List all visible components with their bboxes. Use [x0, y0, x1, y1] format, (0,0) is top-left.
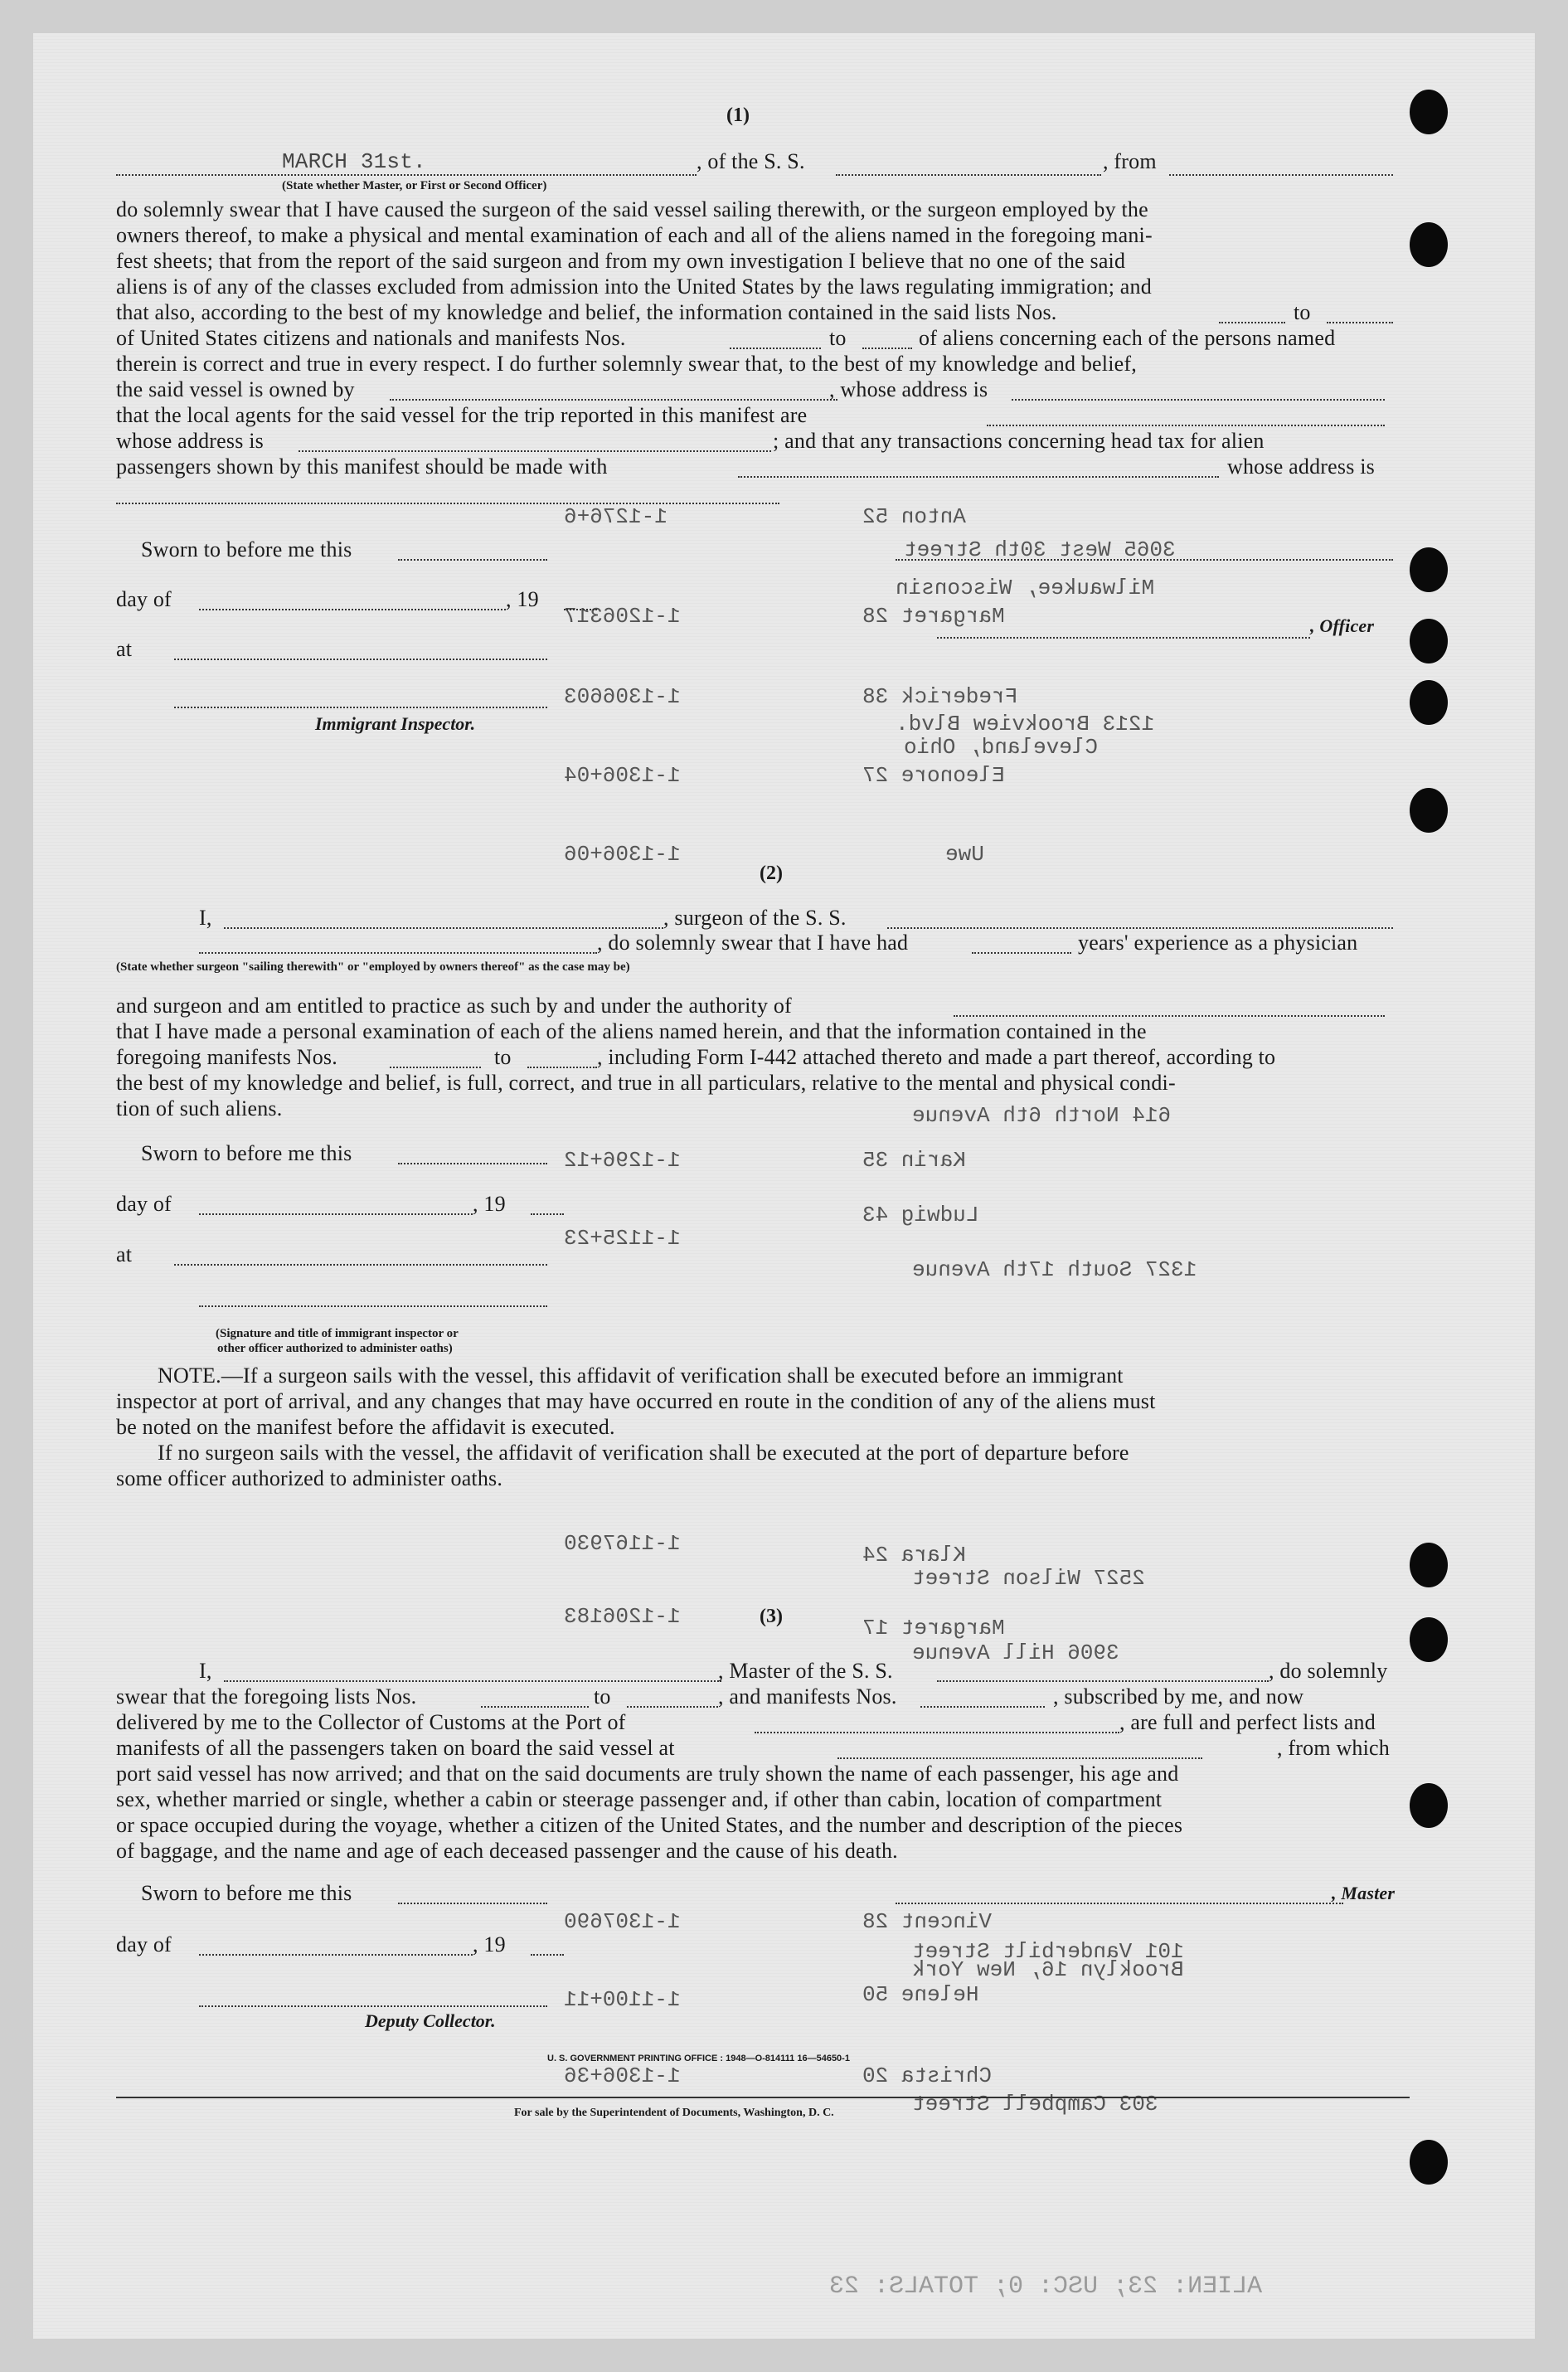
bleed-row: 3906 Hill Avenue: [912, 1640, 1119, 1665]
to-label: to: [1294, 300, 1311, 324]
sig-caption: (Signature and title of immigrant inspector or: [216, 1327, 459, 1340]
blank-manifests-from: [390, 1067, 481, 1068]
blank-master-name: [224, 1680, 721, 1682]
master-sig-label: , Master: [1332, 1883, 1396, 1903]
bleed-row: Helene 50: [862, 1982, 979, 2007]
master-line: of baggage, and the name and age of each deceased passenger and the cause of his death.: [116, 1839, 898, 1863]
rank-caption: (State whether Master, or First or Second Officer): [282, 179, 547, 192]
surgeon-line: foregoing manifests Nos.: [116, 1045, 337, 1069]
oath-line: fest sheets; that from the report of the said surgeon and from my own investigation I believe that no one of the said: [116, 249, 1126, 273]
master-line: or space occupied during the voyage, whether a citizen of the United States, and the number and description of the pieces: [116, 1813, 1183, 1837]
blank-sworn-day: [398, 1903, 547, 1904]
bleed-row: Uwe: [945, 842, 984, 867]
surgeon-line: that I have made a personal examination of each of the aliens named herein, and that the information contained in the: [116, 1019, 1147, 1043]
bleed-row: Karin 35: [862, 1148, 966, 1173]
blank-officer-name: [896, 559, 1393, 561]
master-line: sex, whether married or single, whether a cabin or steerage passenger and, if other than cabin, location of compartment: [116, 1787, 1163, 1811]
bleed-row: Vincent 28: [862, 1909, 993, 1934]
form-text: , including Form I-442 attached thereto and made a part thereof, according to: [597, 1045, 1276, 1069]
year-label: , 19: [473, 1192, 506, 1216]
oath-line: of United States citizens and nationals and manifests Nos.: [116, 326, 626, 350]
bleed-row: Milwaukee, Wisconsin: [896, 576, 1155, 600]
master-line: port said vessel has now arrived; and that on the said documents are truly shown the name of each passenger, his age and: [116, 1762, 1179, 1786]
blank-agents: [987, 425, 1385, 426]
surgeon-caption: (State whether surgeon "sailing therewith" or "employed by owners thereof" as the case may be): [116, 960, 630, 974]
blank-collector-signature: [199, 2005, 547, 2007]
surgeon-line: the best of my knowledge and belief, is full, correct, and true in all particulars, relative to the mental and physical condi-: [116, 1071, 1176, 1095]
sworn-label: Sworn to before me this: [141, 537, 352, 561]
master-line: delivered by me to the Collector of Customs at the Port of: [116, 1710, 626, 1734]
bleed-row: 3065 West 30th Street: [904, 537, 1176, 562]
gpo-imprint: U. S. GOVERNMENT PRINTING OFFICE : 1948—O-814111 16—54650-1: [547, 2054, 850, 2063]
bleed-row: 1-1167930: [564, 1531, 681, 1556]
blank-years: [972, 952, 1071, 954]
surgeon-line: and surgeon and am entitled to practice as such by and under the authority of: [116, 994, 792, 1018]
note-line: inspector at port of arrival, and any changes that may have occurred en route in the condition of any of the aliens must: [116, 1389, 1156, 1413]
section-2-number: (2): [760, 863, 783, 884]
note-line: some officer authorized to administer oaths.: [116, 1466, 503, 1490]
blank-owner-address: [1012, 399, 1385, 401]
blank-day-month: [199, 1213, 473, 1215]
section-1-number: (1): [726, 105, 750, 126]
to-label: to: [594, 1684, 611, 1709]
note-line: NOTE.—If a surgeon sails with the vessel, this affidavit of verification shall be executed before an immigrant: [158, 1363, 1124, 1388]
blank-surgeon-name: [224, 927, 663, 929]
blank-day-month: [199, 609, 506, 610]
day-of-label: day of: [116, 587, 172, 611]
full-perfect: , are full and perfect lists and: [1119, 1710, 1376, 1734]
blank-officer-title: [937, 637, 1310, 639]
bleed-row: 1327 South 17th Avenue: [912, 1257, 1197, 1282]
blank-sworn-day: [398, 1163, 547, 1164]
blank-list-from: [1219, 322, 1285, 323]
bleed-row: 303 Campbell Street: [912, 2092, 1158, 2117]
blank-year: [531, 1954, 564, 1956]
bleed-row: 614 North 6th Avenue: [912, 1103, 1172, 1128]
blank-agent-address: [299, 450, 771, 452]
blank-inspector-signature: [174, 707, 547, 708]
officer-label: , Officer: [1310, 615, 1375, 636]
bleed-row: 1-1100+11: [564, 1987, 681, 2012]
i-label: I,: [199, 906, 212, 930]
bleed-row: 1-1206317: [564, 604, 681, 629]
blank-manifest-from: [730, 348, 821, 349]
bleed-row: 1-1276+6: [564, 504, 667, 529]
whose-address-is: whose address is: [1227, 454, 1375, 479]
bleed-row: 101 Vanderbilt Street: [912, 1939, 1184, 1964]
blank-year: [531, 1213, 564, 1215]
sworn-label: Sworn to before me this: [141, 1141, 352, 1165]
section-3-number: (3): [760, 1606, 783, 1627]
subscribed: , subscribed by me, and now: [1053, 1684, 1304, 1709]
blank-inspector-signature: [199, 1305, 547, 1307]
year-label: , 19: [506, 587, 539, 611]
and-manifests: , and manifests Nos.: [718, 1684, 897, 1709]
from-label: , from: [1103, 149, 1157, 173]
typed-date: MARCH 31st.: [282, 149, 426, 174]
blank-port: [755, 1732, 1119, 1733]
day-of-label: day of: [116, 1192, 172, 1216]
surgeon-label: , surgeon of the S. S.: [663, 906, 847, 930]
blank-head-tax-party: [738, 476, 1219, 478]
master-line: swear that the foregoing lists Nos.: [116, 1684, 417, 1709]
head-tax-text: ; and that any transactions concerning head tax for alien: [773, 429, 1265, 453]
blank-surgeon-status: [199, 952, 597, 954]
whose-address-label: , whose address is: [829, 377, 988, 401]
bleed-row: Margaret 17: [862, 1616, 1005, 1640]
blank-master-signature: [896, 1903, 1343, 1904]
bleed-row: Cleveland, Ohio: [904, 735, 1099, 760]
bleed-row: 2527 Wilson Street: [912, 1566, 1145, 1591]
oath-line: that the local agents for the said vessel for the trip reported in this manifest are: [116, 403, 808, 427]
blank-day-month: [199, 1954, 473, 1956]
bleed-row: 1-1125+23: [564, 1226, 681, 1251]
blank-rank: [116, 174, 697, 176]
bleed-row: 1213 Brookview Blvd.: [896, 712, 1155, 736]
oath-line: passengers shown by this manifest should be made with: [116, 454, 608, 479]
of-ss-label: , of the S. S.: [697, 149, 805, 173]
solemnly-label: , do solemnly swear that I have had: [597, 931, 909, 955]
to-label: to: [494, 1045, 512, 1069]
years-label: years' experience as a physician: [1078, 931, 1358, 955]
blank-sworn-day: [398, 559, 547, 561]
blank-master-vessel: [937, 1680, 1269, 1682]
oath-line: that also, according to the best of my knowledge and belief, the information contained in the said lists Nos.: [116, 300, 1057, 324]
blank-lists-to: [627, 1706, 718, 1708]
blank-manifests: [920, 1706, 1045, 1708]
blank-at: [174, 1264, 547, 1266]
note-line: If no surgeon sails with the vessel, the affidavit of verification shall be executed at the port of departure before: [158, 1441, 1129, 1465]
blank-lists-from: [481, 1706, 589, 1708]
manifest-page: [33, 33, 1535, 2339]
i-label: I,: [199, 1659, 212, 1683]
master-line: manifests of all the passengers taken on board the said vessel at: [116, 1736, 675, 1760]
oath-line: do solemnly swear that I have caused the surgeon of the said vessel sailing therewith, or the surgeon employed by the: [116, 197, 1148, 221]
from-which: , from which: [1277, 1736, 1390, 1760]
at-label: at: [116, 1242, 133, 1266]
bleed-row: 1-1306+04: [564, 763, 681, 788]
blank-year: [564, 609, 597, 610]
bleed-totals: ALIEN: 23; USC: 0; TOTALS: 23: [829, 2272, 1263, 2301]
bleed-row: 1-1306+36: [564, 2063, 681, 2088]
bleed-row: Eleonore 27: [862, 763, 1005, 788]
oath-line: aliens is of any of the classes excluded from admission into the United States by the laws regulating immigration; and: [116, 275, 1152, 299]
blank-owner: [390, 399, 837, 401]
bleed-row: Ludwig 43: [862, 1203, 979, 1227]
collector-caption: Deputy Collector.: [365, 2010, 496, 2031]
oath-line: therein is correct and true in every respect. I do further solemnly swear that, to the best of my knowledge and belief,: [116, 352, 1137, 376]
note-line: be noted on the manifest before the affidavit is executed.: [116, 1415, 615, 1439]
blank-embark-port: [837, 1757, 1202, 1759]
oath-line: the said vessel is owned by: [116, 377, 355, 401]
bleed-row: 1-1307690: [564, 1909, 681, 1934]
blank-manifest-to: [862, 348, 912, 349]
blank-authority: [954, 1015, 1385, 1017]
bleed-row: 1-1306+06: [564, 842, 681, 867]
of-aliens: of aliens concerning each of the persons named: [919, 326, 1336, 350]
bleed-row: 1-1296+12: [564, 1148, 681, 1173]
sworn-label: Sworn to before me this: [141, 1881, 352, 1905]
bleed-row: Anton 52: [862, 504, 966, 529]
footer-rule: [116, 2097, 1410, 2098]
blank-at: [174, 659, 547, 660]
sig-caption: other officer authorized to administer oaths): [217, 1342, 453, 1355]
bleed-row: Brooklyn 16, New York: [912, 1957, 1184, 1982]
blank-manifests-to: [527, 1067, 597, 1068]
surgeon-line: tion of such aliens.: [116, 1096, 283, 1120]
oath-line: whose address is: [116, 429, 264, 453]
day-of-label: day of: [116, 1932, 172, 1956]
blank-vessel: [836, 174, 1101, 176]
bleed-row: 1-1206183: [564, 1604, 681, 1629]
bleed-row: Christa 20: [862, 2063, 993, 2088]
bleed-row: 1-1306603: [564, 684, 681, 709]
year-label: , 19: [473, 1932, 506, 1956]
bleed-row: Margaret 28: [862, 604, 1005, 629]
master-label: , Master of the S. S.: [718, 1659, 893, 1683]
at-label: at: [116, 637, 133, 661]
oath-line: owners thereof, to make a physical and mental examination of each and all of the aliens named in the foregoing mani-: [116, 223, 1153, 247]
blank-list-to: [1327, 322, 1393, 323]
do-solemnly: , do solemnly: [1269, 1659, 1388, 1683]
to-label: to: [829, 326, 847, 350]
blank-head-tax-address: [116, 503, 779, 504]
blank-surgeon-vessel: [887, 927, 1393, 929]
bleed-row: Frederick 38: [862, 684, 1018, 709]
bleed-row: Klara 24: [862, 1543, 966, 1568]
inspector-caption: Immigrant Inspector.: [315, 713, 476, 734]
blank-from: [1169, 174, 1393, 176]
sale-note: For sale by the Superintendent of Documents, Washington, D. C.: [514, 2107, 834, 2119]
